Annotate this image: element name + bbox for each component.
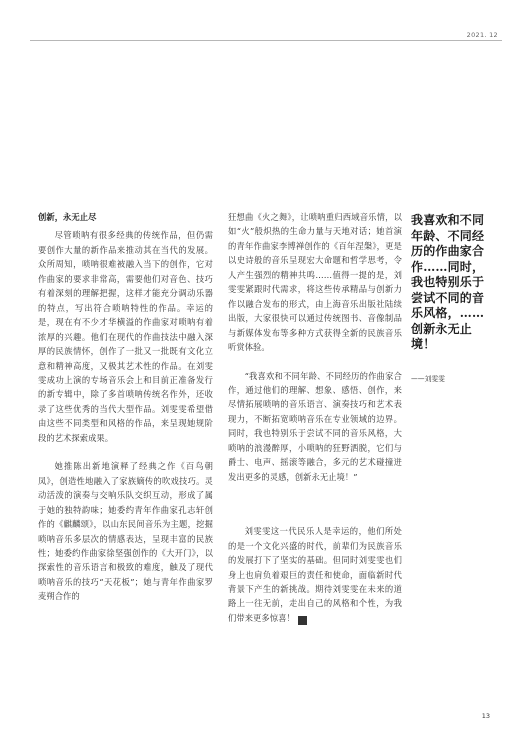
closing-paragraph [228, 524, 402, 625]
issue-date: 2021. 12 [466, 31, 498, 39]
end-mark-icon: M [298, 616, 307, 625]
paragraph: 狂想曲《火之舞》，让唢呐重归西域音乐情，以如“火”般炽热的生命力量与天地对话；她首演的青年作曲家李博禅创作的《百年涅槃》，更是以史诗般的音乐呈现宏大命题和哲学思考，令人产生强烈的精神共鸣……值得一提的是，刘雯雯紧跟时代需求，将这些传承精品与创新力作以融合发布的形式，由上海音乐出版社陆续出版，大家很快可以通过传统图书、音像制品与新媒体发布等多种方式获得全新的民族音乐听赏体验。 [228, 212, 402, 353]
paragraph: 她推陈出新地演释了经典之作《百鸟朝凤》，创造性地融入了家族嫡传的吹戏技巧。灵动活泼的演奏与交响乐队交织互动，形成了属于她的独特韵味；她委约青年作曲家孔志轩创作的《麒麟颂》，以山东民间音乐为主题，挖掘唢呐音乐多层次的情感表达，呈现丰富的民族性；她委约作曲家徐坚强创作的《大开门》，以探索性的音乐语言和极致的难度，触及了现代唢呐音乐的技巧“天花板”；她与青年作曲家罗麦朔合作的 [38, 461, 213, 602]
pull-quote-attribution: ——刘雯雯 [411, 375, 445, 383]
quote-paragraph: “我喜欢和不同年龄、不同经历的作曲家合作，通过他们的理解、想象、感悟、创作，来尽情拓展唢呐的音乐语言、演奏技巧和艺术表现力，不断拓宽唢呐音乐在专业领域的边界。同时，我也特别乐于尝试不同的音乐风格，大唢呐的浪漫醉厚，小唢呐的狂野洒脱，它们与爵士、电声、摇滚等融合，多元的艺术碰撞迸发出更多的灵感，创新永无止境！” [228, 370, 402, 482]
section-heading: 创新，永无止尽 [38, 212, 97, 222]
header-rule [30, 40, 502, 41]
paragraph: 尽管唢呐有很多经典的传统作品，但仍需要创作大量的新作品来推动其在当代的发展。众所周知，唢呐很难被融入当下的创作，它对作曲家的要求非常高，需要他们对音色、技巧有着深刻的理解把握，这样才能充分调动乐器的特点，写出符合唢呐特性的作品。幸运的是，现在有不少才华横溢的作曲家对唢呐有着浓厚的兴趣。他们在现代的作曲技法中融入深厚的民族情怀，创作了一批又一批既有文化立意和精神高度，又极其艺术性的作品。在刘雯雯成功上演的专场音乐会上和目前正准备发行的新专辑中，除了多首唢呐传统名作外，还收录了这些优秀的当代大型作品。刘雯雯希望借由这些不同类型和风格的作品，来呈现她规阶段的艺术探索成果。 [38, 230, 213, 443]
pull-quote: 我喜欢和不同年龄、不同经历的作曲家合作……同时，我也特别乐于尝试不同的音乐风格，……创新永无止境！ [411, 213, 485, 351]
closing-text: 刘雯雯这一代民乐人是幸运的，他们所处的是一个文化兴盛的时代，前辈们为民族音乐的发展打下了坚实的基础。但同时刘雯雯也们身上也肩负着艰巨的责任和使命，面临新时代背景下产生的新挑战。期待刘雯雯在未来的道路上一往无前，走出自己的风格和个性，为我们带来更多惊喜！ [228, 526, 402, 623]
article-column-1 [38, 210, 213, 604]
article-column-2 [228, 210, 402, 625]
page-number: 13 [481, 712, 490, 720]
